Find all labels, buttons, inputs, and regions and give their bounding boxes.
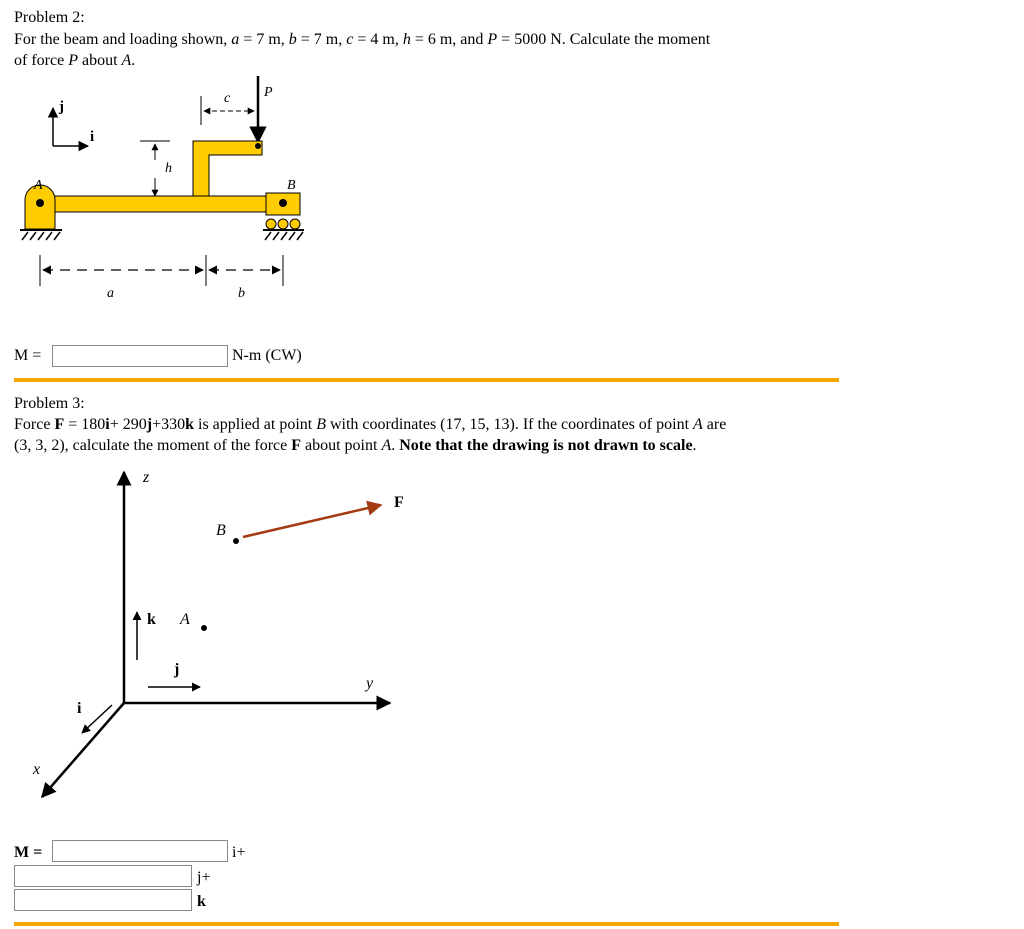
problem2-statement-line2: of force P about A. xyxy=(14,52,136,69)
x-axis-label: x xyxy=(33,761,41,778)
moment-unit-label: N-m (CW) xyxy=(232,347,302,364)
point-b3-label: B xyxy=(216,522,226,539)
k-component-suffix: k xyxy=(197,893,206,910)
problem3-statement-line2: (3, 3, 2), calculate the moment of the force F about point A. Note that the drawing is not drawn to scale. xyxy=(14,437,697,454)
x-axis xyxy=(42,703,124,797)
problem3-statement-line1: Force F = 180i+ 290j+330k is applied at point B with coordinates (17, 15, 13). If the coordinates of point A are xyxy=(14,416,727,433)
force-p-label: P xyxy=(264,85,273,100)
dimension-h-label: h xyxy=(165,161,172,176)
problem3-heading: Problem 3: xyxy=(14,395,85,412)
unit-i-label: i xyxy=(90,129,95,145)
moment-vector-label: M = xyxy=(14,844,43,861)
unit-k-label: k xyxy=(147,611,156,628)
dimension-c-label: c xyxy=(224,91,231,106)
i-component-suffix: i+ xyxy=(232,844,246,861)
force-f-arrow xyxy=(243,505,381,537)
moment-label: M = xyxy=(14,347,42,364)
moment-k-component-input[interactable] xyxy=(14,889,192,911)
point-a-label: A xyxy=(34,178,43,193)
z-axis-label: z xyxy=(143,469,150,486)
unit-j-label: j xyxy=(59,99,64,115)
section-divider-bottom xyxy=(14,922,839,926)
point-b-label: B xyxy=(287,178,296,193)
unit-i-arrow xyxy=(82,705,112,733)
moment-j-component-input[interactable] xyxy=(14,865,192,887)
point-b3-dot xyxy=(233,538,239,544)
dimension-a-label: a xyxy=(107,286,114,301)
coordinate-figure xyxy=(0,0,460,820)
dimension-b-label: b xyxy=(238,286,245,301)
point-a3-label: A xyxy=(180,611,190,628)
force-f-label: F xyxy=(394,494,404,511)
problem2-statement-line1: For the beam and loading shown, a = 7 m, b = 7 m, c = 4 m, h = 6 m, and P = 5000 N. Calculate the moment xyxy=(14,31,711,48)
unit-i-vector-label: i xyxy=(77,700,82,717)
j-component-suffix: j+ xyxy=(197,869,211,886)
problem2-heading: Problem 2: xyxy=(14,9,85,26)
unit-j-vector-label: j xyxy=(174,661,180,678)
moment-i-component-input[interactable] xyxy=(52,840,228,862)
y-axis-label: y xyxy=(366,675,374,692)
point-a3-dot xyxy=(201,625,207,631)
